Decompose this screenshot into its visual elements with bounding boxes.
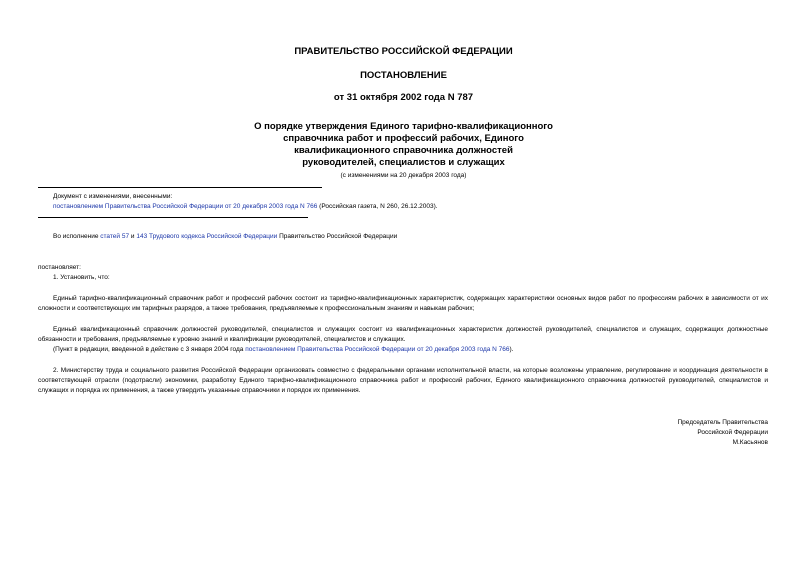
paragraph-tariff-handbook: Единый тарифно-квалификационный справочник работ и профессий рабочих состоит из тарифно-квалификационных характеристик, содержащих характеристики основных видов работ по профессиям рабочих в зависимости от их сложности и соответствующих им тарифных разрядов, а также требования, предъявляемые к профессиональным знаниям и навыкам рабочих; — [38, 295, 768, 312]
signature-name: М.Касьянов — [732, 439, 768, 446]
divider-bottom — [38, 217, 308, 218]
title-line: О порядке утверждения Единого тарифно-квалификационного — [254, 121, 553, 132]
government-heading: ПРАВИТЕЛЬСТВО РОССИЙСКОЙ ФЕДЕРАЦИИ — [294, 46, 513, 57]
amendment-source: (Российская газета, N 260, 26.12.2003). — [317, 203, 438, 210]
changes-note: (с изменениями на 20 декабря 2003 года) — [340, 172, 467, 179]
title-line: справочника работ и профессий рабочих, Единого — [283, 133, 524, 144]
edition-note-link[interactable]: постановлением Правительства Российской Федерации от 20 декабря 2003 года N 766 — [245, 346, 510, 353]
signature-organization: Российской Федерации — [697, 429, 768, 436]
execution-conjunction: и — [129, 233, 137, 240]
amendment-link[interactable]: постановлением Правительства Российской Федерации от 20 декабря 2003 года N 766 — [53, 203, 318, 210]
article-57-link[interactable]: статей 57 — [100, 233, 130, 240]
document-kind: ПОСТАНОВЛЕНИЕ — [360, 70, 447, 81]
signature-position: Председатель Правительства — [677, 419, 768, 426]
paragraph-edition-note — [53, 345, 768, 355]
document-date: от 31 октября 2002 года N 787 — [333, 92, 474, 103]
establish-clause: 1. Установить, что: — [53, 274, 110, 281]
execution-clause — [53, 232, 397, 242]
paragraph-ministry-task: 2. Министерству труда и социального развития Российской Федерации организовать совместно с федеральными органами исполнительной власти, на которые возложены управление, регулирование и координация деятельности в соответствующей отрасли (подотрасли) экономики, разработку Единого тарифно-квалификационного справочника работ и профессий рабочих, Единого квалификационного справочника должностей руководителей, специалистов и служащих и порядка их применения, а также утвердить указанные справочники и порядок их применения. — [38, 367, 768, 394]
edition-note-prefix: (Пункт в редакции, введенной в действие с 3 января 2004 года — [53, 346, 246, 353]
document-note-reference — [53, 202, 438, 212]
execution-suffix: Правительство Российской Федерации — [277, 233, 398, 240]
divider-top — [38, 187, 322, 188]
title-line: квалификационного справочника должностей — [294, 145, 513, 156]
document-note-label: Документ с изменениями, внесенными: — [53, 193, 173, 200]
execution-prefix: Во исполнение — [53, 233, 101, 240]
document-title — [0, 121, 807, 169]
title-line: руководителей, специалистов и служащих — [302, 157, 505, 168]
labor-code-link[interactable]: 143 Трудового кодекса Российской Федерации — [136, 233, 278, 240]
paragraph-qualification-handbook: Единый квалификационный справочник должностей руководителей, специалистов и служащих состоит из квалификационных характеристик должностей руководителей, специалистов и служащих, содержащих должностные обязанности и требования, предъявляемые к уровню знаний и квалификации руководителей, специалистов и служащих. — [38, 326, 768, 343]
edition-note-suffix: ). — [509, 346, 514, 353]
resolves-text: постановляет: — [38, 264, 81, 271]
